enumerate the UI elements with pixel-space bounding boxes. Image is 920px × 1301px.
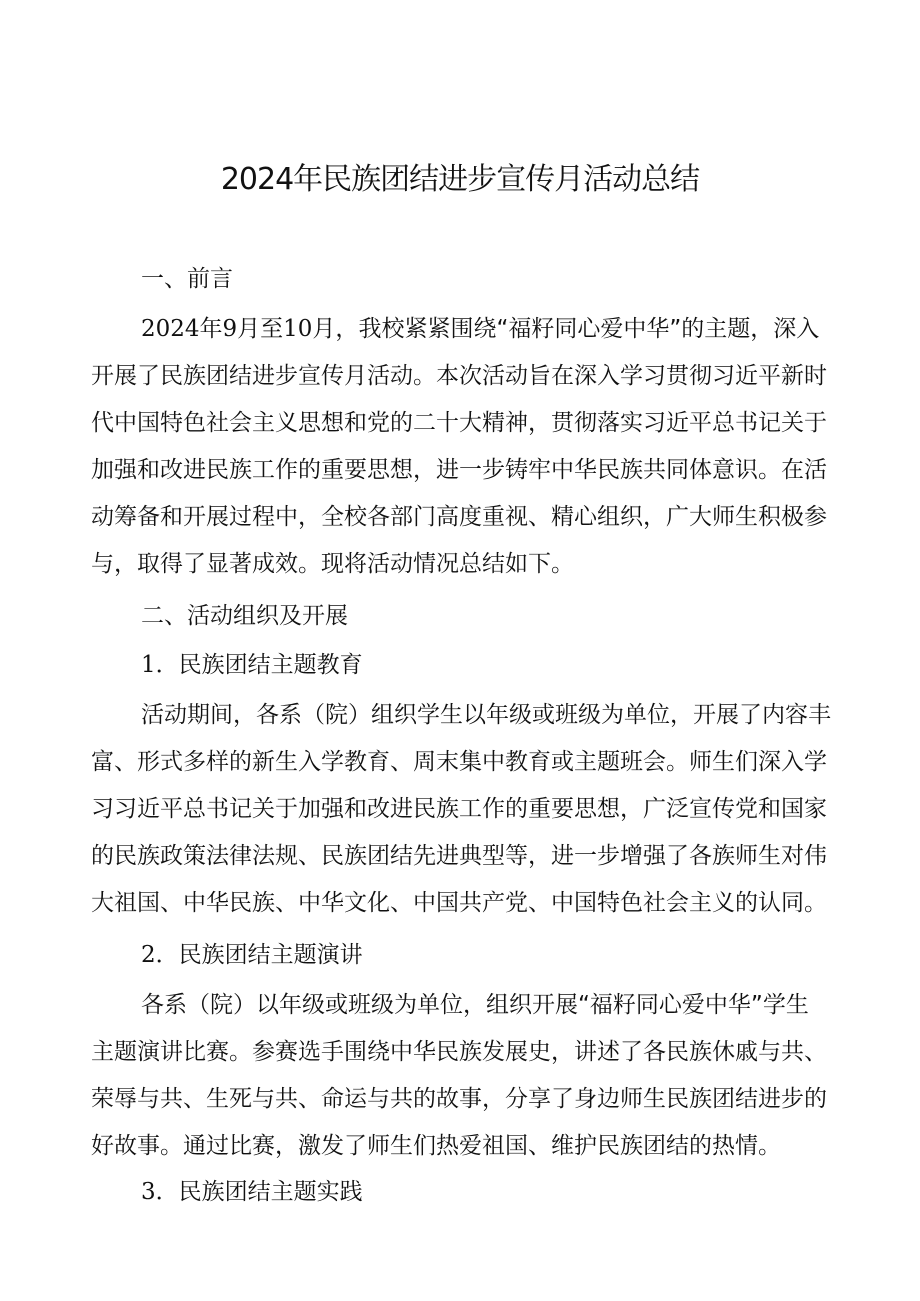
intro-line-1-text: 我校紧紧围绕“福籽同心爱中华”的主题，深入 bbox=[358, 316, 820, 342]
paragraph-line bbox=[141, 309, 835, 349]
paragraph-line: 主题演讲比赛。参赛选手围绕中华民族发展史，讲述了各民族休戚与共、 bbox=[91, 1039, 827, 1065]
paragraph-line: 的民族政策法律法规、民族团结先进典型等，进一步增强了各族师生对伟 bbox=[91, 843, 827, 869]
paragraph-line: 活动期间，各系（院）组织学生以年级或班级为单位，开展了内容丰 bbox=[141, 702, 831, 728]
paragraph-line: 荣辱与共、生死与共、命运与共的故事，分享了身边师生民族团结进步的 bbox=[91, 1086, 827, 1112]
paragraph-line: 好故事。通过比赛，激发了师生们热爱祖国、维护民族团结的热情。 bbox=[91, 1133, 781, 1159]
subsection-title: ．民族团结主题实践 bbox=[155, 1179, 363, 1205]
section-heading-preface: 一、前言 bbox=[141, 266, 233, 292]
paragraph-line: 大祖国、中华民族、中华文化、中国共产党、中国特色社会主义的认同。 bbox=[91, 890, 827, 916]
subsection-number: 2 bbox=[141, 942, 156, 968]
paragraph-line: 习习近平总书记关于加强和改进民族工作的重要思想，广泛宣传党和国家 bbox=[91, 796, 827, 822]
subsection-title: ．民族团结主题教育 bbox=[155, 652, 363, 678]
section-heading-activities: 二、活动组织及开展 bbox=[141, 603, 348, 629]
document-title: 2024年民族团结进步宣传月活动总结 bbox=[220, 162, 700, 197]
paragraph-line: 富、形式多样的新生入学教育、周末集中教育或主题班会。师生们深入学 bbox=[91, 749, 827, 775]
subsection-number: 1 bbox=[141, 652, 156, 678]
subsection-heading-1 bbox=[141, 645, 835, 685]
subsection-title: ．民族团结主题演讲 bbox=[155, 942, 363, 968]
subsection-number: 3 bbox=[141, 1179, 156, 1205]
paragraph-line: 代中国特色社会主义思想和党的二十大精神，贯彻落实习近平总书记关于 bbox=[91, 410, 827, 436]
subsection-heading-3 bbox=[141, 1172, 835, 1212]
subsection-heading-2 bbox=[141, 935, 835, 975]
intro-date: 2024年9月至10月， bbox=[141, 316, 359, 342]
paragraph-line: 加强和改进民族工作的重要思想，进一步铸牢中华民族共同体意识。在活 bbox=[91, 457, 827, 483]
paragraph-line: 开展了民族团结进步宣传月活动。本次活动旨在深入学习贯彻习近平新时 bbox=[91, 363, 827, 389]
paragraph-line: 各系（院）以年级或班级为单位，组织开展“福籽同心爱中华”学生 bbox=[141, 992, 809, 1018]
paragraph-line: 动筹备和开展过程中，全校各部门高度重视、精心组织，广大师生积极参 bbox=[91, 504, 827, 530]
paragraph-line: 与，取得了显著成效。现将活动情况总结如下。 bbox=[91, 551, 574, 577]
